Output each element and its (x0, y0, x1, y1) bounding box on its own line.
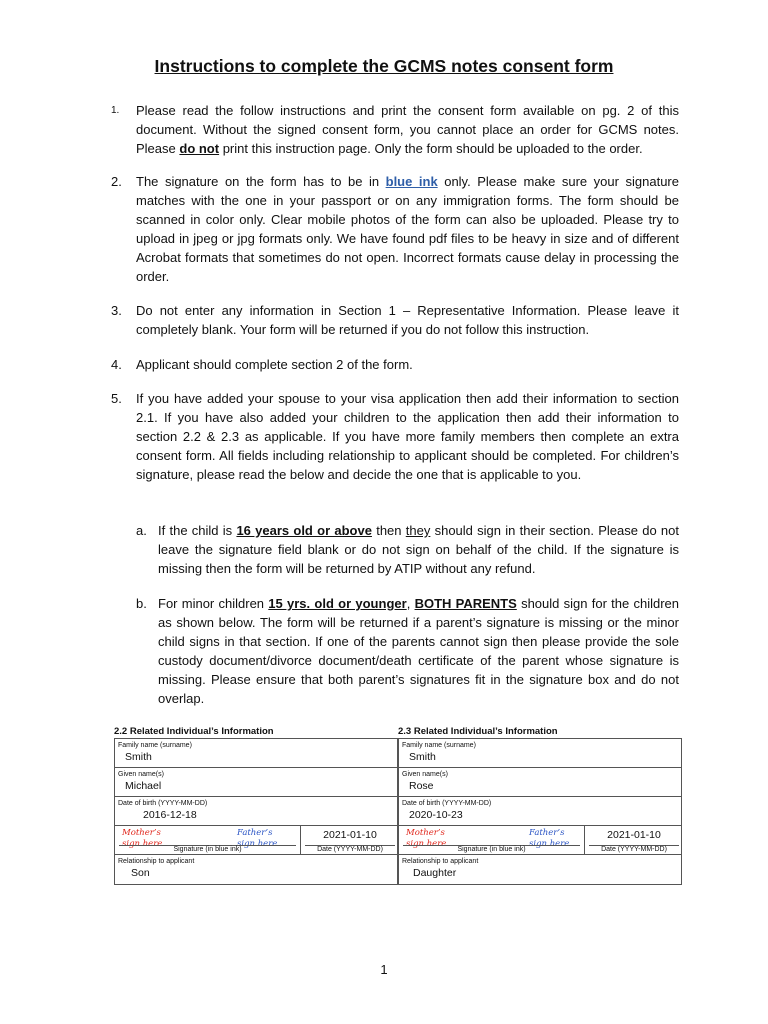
family-name-row (115, 739, 397, 768)
page-number: 1 (380, 962, 388, 977)
relationship-value: Daughter (413, 867, 457, 879)
given-name-row (399, 768, 681, 797)
given-name-row (115, 768, 397, 797)
date-value: 2021-01-10 (607, 829, 661, 841)
form-table (114, 738, 398, 885)
date-label: Date (YYYY-MM-DD) (601, 846, 667, 853)
instruction-text: only. Please make sure your signature matches with the one in your passport or on any immigration forms. The form should be scanned in color only. Clear mobile photos of the form can also be uploaded. Please try to upload in jpeg or jpg formats only. We have found pdf files to be heavy in size and of different Acrobat formats that sometimes do not open. Incorrect formats cause delay in processing the order. (136, 174, 679, 284)
dob-row (399, 797, 681, 826)
relationship-label: Relationship to applicant (118, 858, 195, 865)
instruction-text: then (371, 523, 406, 538)
note-line: sign here (529, 839, 570, 849)
dob-value: 2020-10-23 (409, 809, 463, 821)
signature-label: Signature (in blue ink) (173, 846, 242, 853)
instruction-number: 3. (111, 303, 122, 318)
given-name-label: Given name(s) (118, 771, 164, 778)
emphasis-text: they (405, 523, 431, 538)
family-name-row (399, 739, 681, 768)
instruction-4 (111, 355, 679, 374)
signature-label: Signature (in blue ink) (457, 846, 526, 853)
instruction-2 (111, 172, 679, 286)
note-line: sign here (122, 839, 163, 849)
note-line: Mother’s (122, 828, 161, 838)
date-value: 2021-01-10 (323, 829, 377, 841)
instruction-number: 2. (111, 174, 122, 189)
date-box (301, 826, 399, 854)
family-name-value: Smith (409, 751, 436, 763)
instruction-3 (111, 301, 679, 339)
form-section-2-2 (114, 726, 398, 885)
instruction-text: Applicant should complete section 2 of the form. (136, 357, 413, 372)
page-title: Instructions to complete the GCMS notes consent form (154, 56, 614, 76)
relationship-label: Relationship to applicant (402, 858, 479, 865)
dob-value: 2016-12-18 (143, 809, 197, 821)
family-name-value: Smith (125, 751, 152, 763)
emphasis-text: do not (179, 141, 220, 156)
date-label: Date (YYYY-MM-DD) (317, 846, 383, 853)
signature-box (399, 826, 585, 854)
given-name-value: Rose (409, 780, 434, 792)
instruction-text: Do not enter any information in Section 1 – Representative Information. Please leave it completely blank. Your form will be returned if you do not follow this instruction. (136, 303, 679, 337)
blue-ink-emphasis: blue ink (385, 174, 438, 189)
instruction-text: print this instruction page. Only the form should be uploaded to the order. (219, 141, 643, 156)
dob-label: Date of birth (YYYY-MM-DD) (118, 800, 208, 807)
family-name-label: Family name (surname) (402, 742, 476, 749)
given-name-value: Michael (125, 780, 162, 792)
signature-box (115, 826, 301, 854)
note-line: sign here (406, 839, 447, 849)
form-section-title: 2.2 Related Individual’s Information (114, 726, 274, 737)
dob-row (115, 797, 397, 826)
instruction-1 (111, 101, 679, 158)
instruction-text: The signature on the form has to be in (136, 174, 386, 189)
family-name-label: Family name (surname) (118, 742, 192, 749)
instruction-text: Please read the follow instructions and print the consent form available on pg. 2 of this document. Without the signed consent form, you cannot place an order for GCMS notes. Please (136, 103, 679, 156)
instruction-5 (111, 389, 679, 484)
instruction-number: 4. (111, 357, 122, 372)
instruction-text: , (406, 596, 415, 611)
note-line: Father’s (237, 828, 273, 838)
note-line: Father’s (529, 828, 565, 838)
signature-row (399, 826, 681, 855)
note-line: Mother’s (406, 828, 445, 838)
emphasis-text: 15 yrs. old or younger (268, 596, 407, 611)
emphasis-text: 16 years old or above (236, 523, 372, 538)
given-name-label: Given name(s) (402, 771, 448, 778)
form-section-title: 2.3 Related Individual’s Information (398, 726, 558, 737)
instruction-text: should sign in their section. Please do not leave the signature field blank or do not sign on behalf of the child. If the signature is missing then the form will be returned by ATIP without any refund. (158, 523, 680, 576)
dob-label: Date of birth (YYYY-MM-DD) (402, 800, 492, 807)
instruction-text: For minor children (158, 596, 269, 611)
relationship-row (115, 855, 397, 884)
note-line: sign here (237, 839, 278, 849)
date-box (585, 826, 683, 854)
instruction-number: 1. (111, 105, 120, 116)
instruction-5b (136, 594, 679, 708)
instruction-text: If the child is (158, 523, 237, 538)
signature-row (115, 826, 397, 855)
instruction-number: 5. (111, 391, 122, 406)
form-table (398, 738, 682, 885)
instruction-5a (136, 521, 679, 578)
sub-instruction-letter: b. (136, 596, 147, 611)
emphasis-text: BOTH PARENTS (414, 596, 517, 611)
instruction-text: If you have added your spouse to your visa application then add their information to section 2.1. If you have also added your children to the application then add their information to section 2.2 & 2.3 as applicable. If you have more family members then complete an extra consent form. All fields including relationship to applicant should be completed. For children’s signature, please read the below and decide the one that is applicable to you. (136, 391, 679, 482)
instruction-text: should sign for the children as shown below. The form will be returned if a parent’s signature is missing or the minor child signs in that section. If one of the parents cannot sign then please provide the sole custody document/divorce document/death certificate of the parent whose signature is missing. Please ensure that both parent’s signatures fit in the signature box and do not overlap. (158, 596, 679, 706)
form-section-2-3 (398, 726, 682, 885)
relationship-value: Son (131, 867, 150, 879)
relationship-row (399, 855, 681, 884)
sub-instruction-letter: a. (136, 523, 147, 538)
